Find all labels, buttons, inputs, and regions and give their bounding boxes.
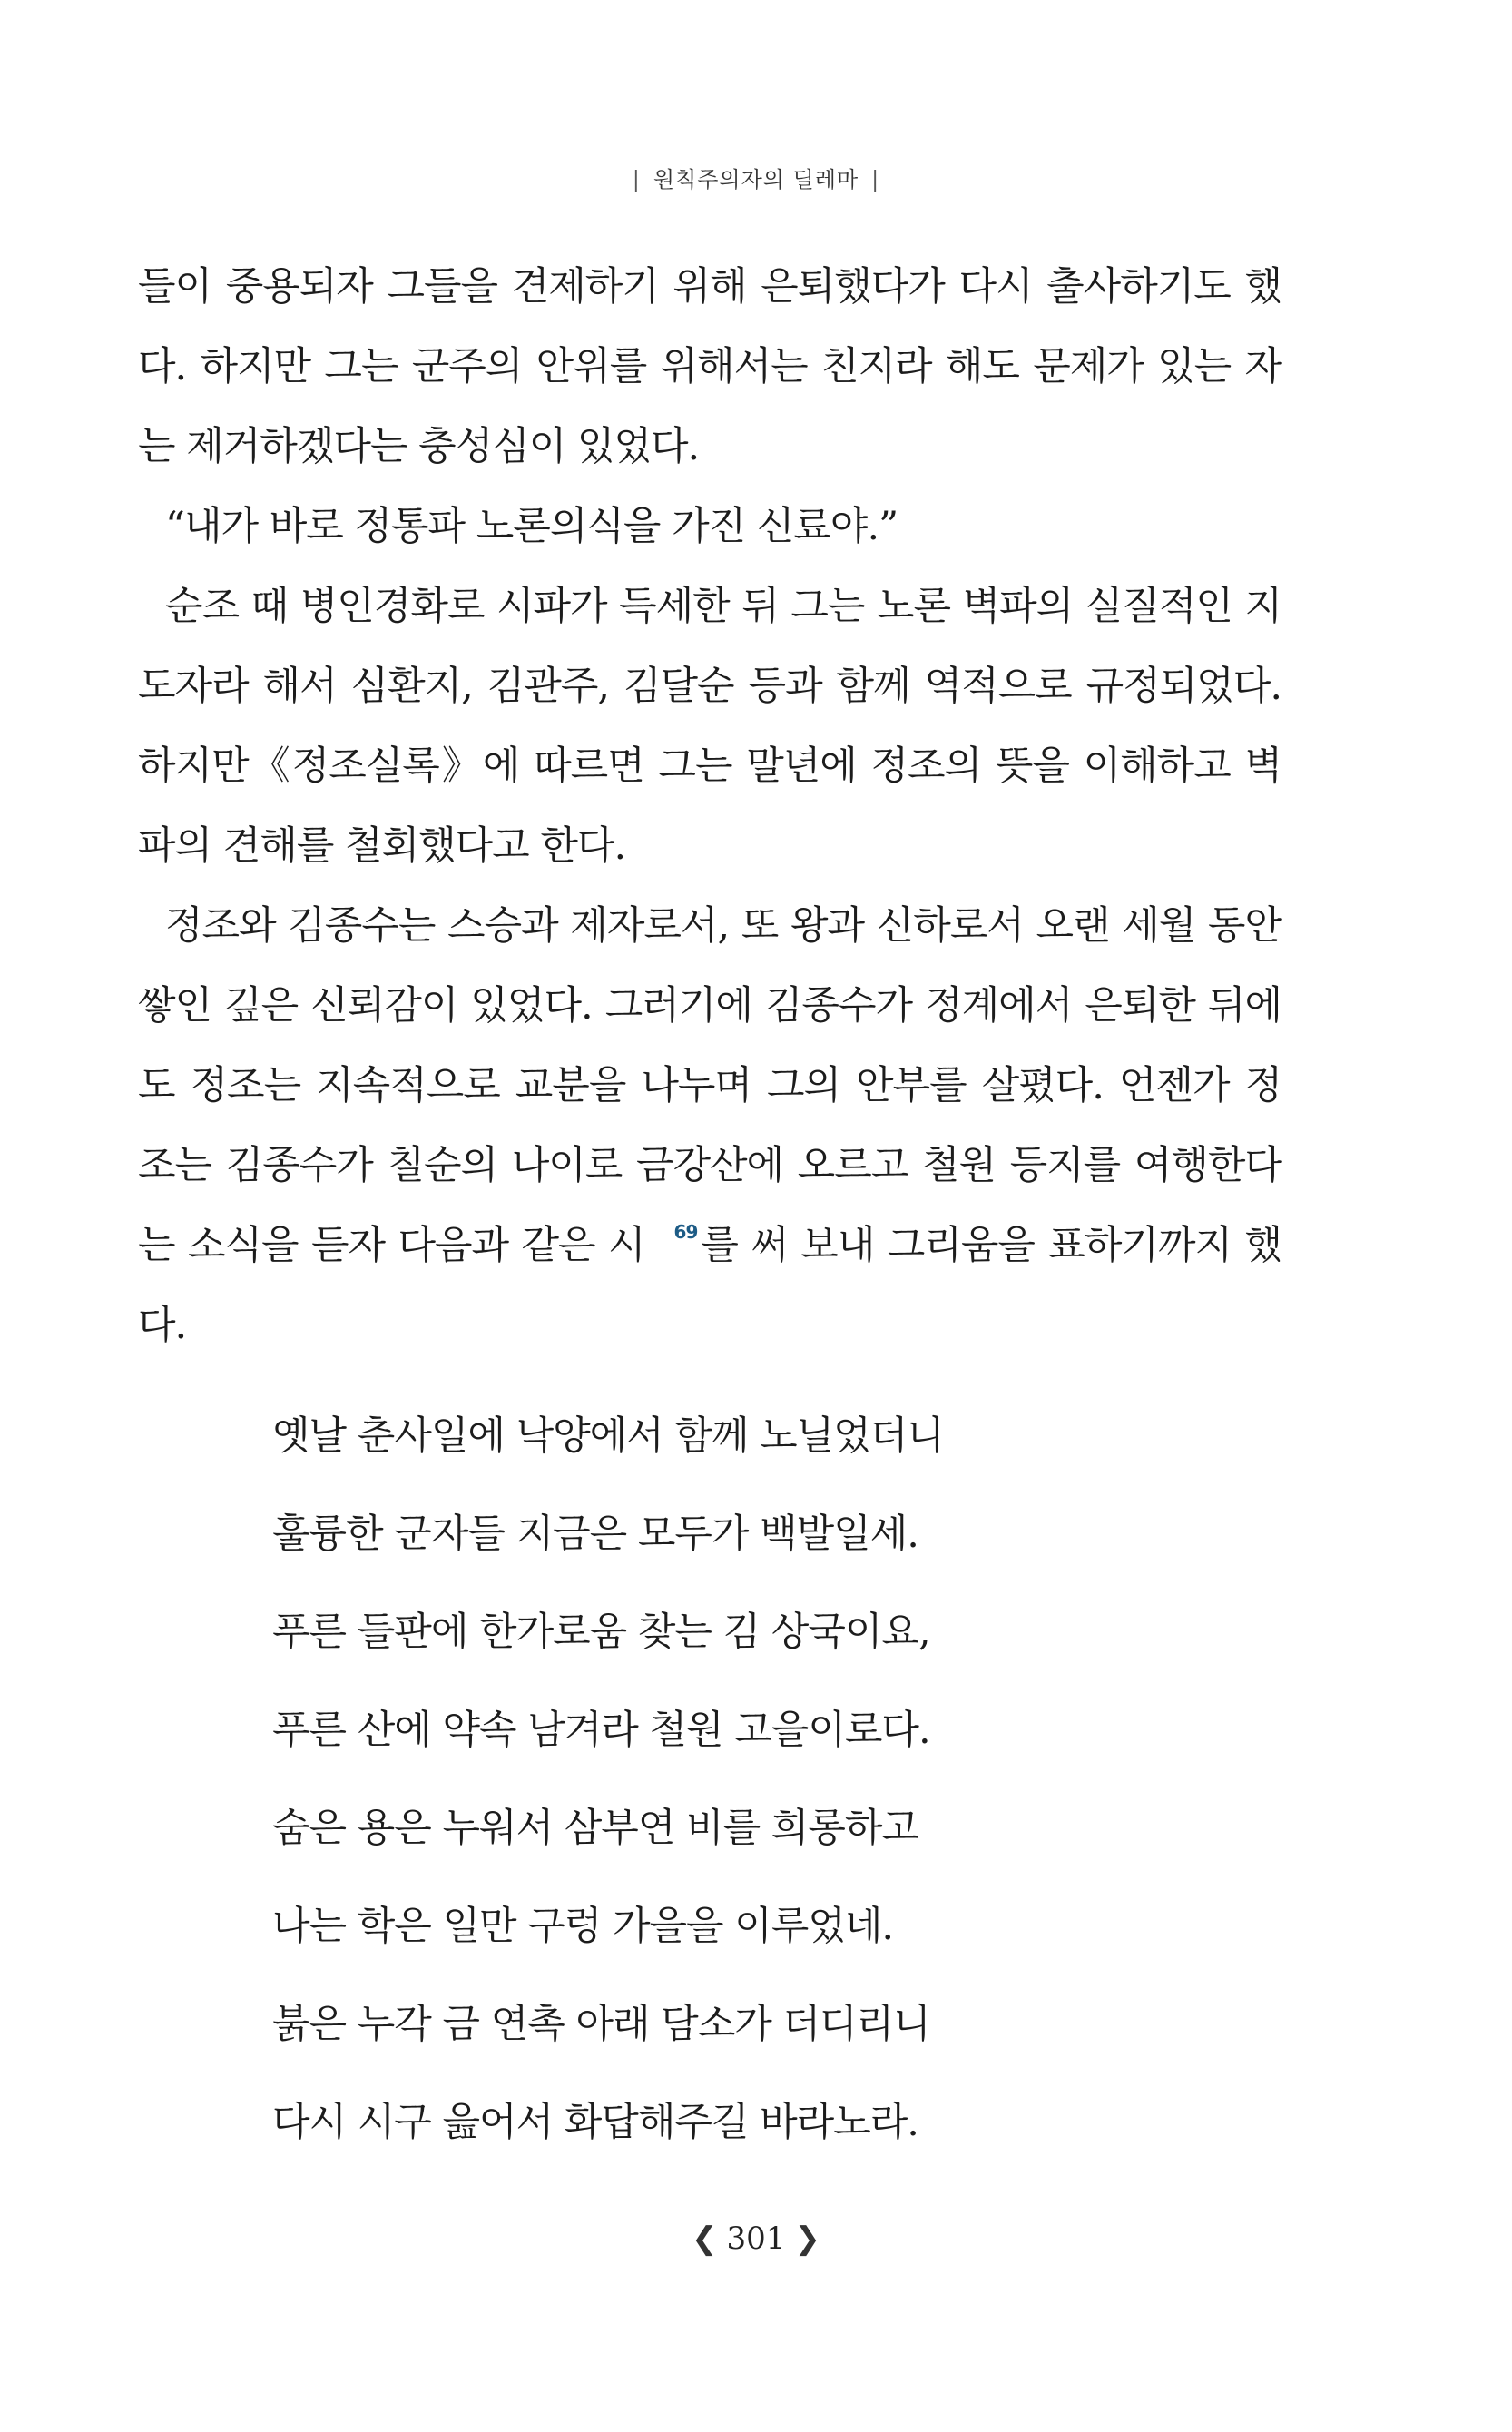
paragraph-quote: “내가 바로 정통파 노론의식을 가진 신료야.” (165, 504, 898, 549)
page-number: 301 (726, 2220, 786, 2257)
running-header (0, 162, 1512, 193)
left-bracket-ornament-icon: ❮ (692, 2220, 718, 2257)
paragraph-jeongjo-text-end: 를 써 보내 그리움을 표하기까지 했다. (138, 1223, 1281, 1348)
footnote-marker-69[interactable]: 69 (673, 1221, 698, 1243)
poem-line: 숨은 용은 누워서 삼부연 비를 희롱하고 (272, 1806, 918, 1851)
poem-line: 옛날 춘사일에 낙양에서 함께 노닐었더니 (272, 1413, 944, 1459)
paragraph-jeongjo (138, 886, 1281, 1365)
header-right-mark: | (871, 167, 880, 192)
poem-block (272, 1387, 1180, 2171)
poem-line: 푸른 산에 약속 남겨라 철원 고을이로다. (272, 1708, 930, 1753)
poem-line: 붉은 누각 금 연촉 아래 담소가 더디리니 (272, 2002, 930, 2047)
body-text (138, 247, 1281, 1365)
page-footer (0, 2220, 1512, 2257)
header-left-mark: | (632, 167, 641, 192)
header-title: 원칙주의자의 딜레마 (653, 167, 859, 192)
paragraph-sunjo: 순조 때 병인경화로 시파가 득세한 뒤 그는 노론 벽파의 실질적인 지도자라 해서 심환지, 김관주, 김달순 등과 함께 역적으로 규정되었다. 하지만《정조실록》에 따르면 그는 말년에 정조의 뜻을 이해하고 벽파의 견해를 철회했다고 한다. (138, 584, 1281, 869)
paragraph-jeongjo-text: 정조와 김종수는 스승과 제자로서, 또 왕과 신하로서 오랜 세월 동안 쌓인 깊은 신뢰감이 있었다. 그러기에 김종수가 정계에서 은퇴한 뒤에도 정조는 지속적으로 교분을 나누며 그의 안부를 살폈다. 언젠가 정조는 김종수가 칠순의 나이로 금강산에 오르고 철원 등지를 여행한다는 소식을 듣자 다음과 같은 시 (138, 903, 1281, 1268)
poem-line: 나는 학은 일만 구렁 가을을 이루었네. (272, 1904, 894, 1949)
right-bracket-ornament-icon: ❯ (794, 2220, 820, 2257)
poem-line: 푸른 들판에 한가로움 찾는 김 상국이요, (272, 1610, 930, 1655)
poem-line: 훌륭한 군자들 지금은 모두가 백발일세. (272, 1511, 918, 1557)
paragraph-continuation: 들이 중용되자 그들을 견제하기 위해 은퇴했다가 다시 출사하기도 했다. 하지만 그는 군주의 안위를 위해서는 친지라 해도 문제가 있는 자는 제거하겠다는 충성심이 있었다. (138, 264, 1281, 469)
poem-line: 다시 시구 읊어서 화답해주길 바라노라. (272, 2100, 918, 2145)
